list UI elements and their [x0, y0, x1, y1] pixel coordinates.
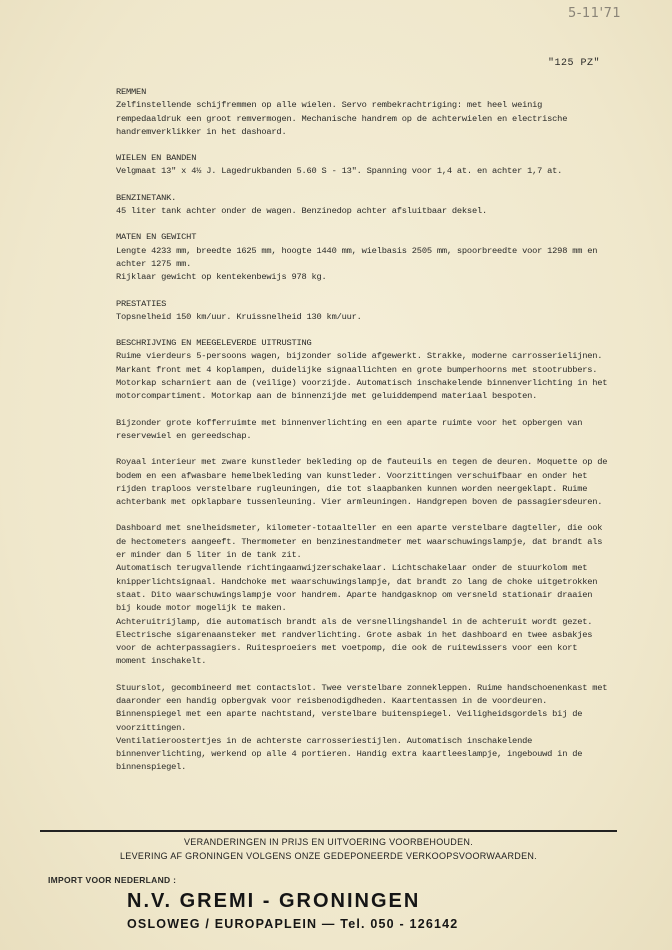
section-maten [116, 231, 611, 284]
section-text: Achteruitrijlamp, die automatisch brandt als de versnellingshandel in de achteruit wordt gezet. [116, 616, 593, 627]
section-heading: MATEN EN GEWICHT [116, 232, 197, 243]
section-text: Motorkap scharniert aan de (veilige) voorzijde. Automatisch inschakelende binnenverlichting in het motorcompartiment. Motorkap aan de binnenzijde met geluiddempend materiaal bespoten. [116, 378, 608, 402]
section-prestaties [116, 298, 611, 325]
section-text: Dashboard met snelheidsmeter, kilometer-totaalteller en een aparte verstelbare dagteller, die ook de hectometers aangeeft. Thermometer en benzinestandmeter met waarschuwingslampje, dat brandt als er minder dan 5 liter in de tank zit. [116, 523, 603, 561]
section-text: Stuurslot, gecombineerd met contactslot. Twee verstelbare zonnekleppen. Ruime handschoenenkast met daaronder een handig opbergvak voor reisbenodigdheden. Kaartentassen in de voordeuren. Binnenspiegel met een aparte nachtstand, verstelbare buitenspiegel. Veiligheidsgordels bij de voorzittingen. [116, 682, 608, 733]
section-heading: PRESTATIES [116, 298, 167, 309]
section-wielen [116, 152, 611, 179]
section-heading: REMMEN [116, 87, 147, 97]
section-text: Rijklaar gewicht op kentekenbewijs 978 kg. [116, 272, 327, 283]
section-text: Electrische sigarenaansteker met randverlichting. Grote asbak in het dashboard en twee asbakjes voor de achterpassagiers. Ruitesproeiers met voetpomp, die ook de ruitewissers voor een kort moment inschakelt. [116, 629, 593, 667]
handwritten-date: 5-11'71 [568, 6, 622, 21]
section-text: Ruime vierdeurs 5-persoons wagen, bijzonder solide afgewerkt. Strakke, moderne carrosserielijnen. Markant front met 4 koplampen, duidelijke signaallichten en grote bumperhoorns met stootrubbers. [116, 351, 603, 375]
section-text: Ventilatieroostertjes in de achterste carrosseriestijlen. Automatisch inschakelende binnenverlichting, werkend op alle 4 portieren. Handig extra kaartleeslampje, ingebouwd in de binnenspiegel. [116, 735, 583, 773]
company-address: OSLOWEG / EUROPAPLEIN — Tel. 050 - 126142 [127, 917, 459, 931]
section-text: Royaal interieur met zware kunstleder bekleding op de fauteuils en tegen de deuren. Moquette op de bodem en een afwasbare hemelbekleding van kunstleder. Voorzittingen verschuifbaar en onder het rijden traploos verstelbare rugleuningen, die tot slaapbanken kunnen worden neergeklapt. Ruime achterbank met opklapbare tussenleuning. Vier armleuningen. Handgrepen boven de passagiersdeuren. [116, 457, 608, 508]
spec-content [116, 86, 611, 788]
section-text: 45 liter tank achter onder de wagen. Benzinedop achter afsluitbaar deksel. [116, 206, 487, 217]
section-heading: WIELEN EN BANDEN [116, 153, 197, 164]
model-label: "125 PZ" [548, 58, 601, 69]
notice-line: VERANDERINGEN IN PRIJS EN UITVOERING VOORBEHOUDEN. [183, 837, 474, 847]
section-heading: BESCHRIJVING EN MEEGELEVERDE UITRUSTING [116, 338, 312, 349]
section-text: Automatisch terugvallende richtingaanwijzerschakelaar. Lichtschakelaar onder de stuurkolom met knipperlichtsignaal. Handchoke met waarschuwingslampje, dat brandt zo lang de choke uitgetrokken staat. Dito waarschuwingslampje voor handrem. Aparte handgasknop om versneld stationair draaien bij koude motor mogelijk te maken. [116, 563, 598, 614]
footer-divider [40, 830, 617, 832]
section-benzinetank [116, 192, 611, 219]
section-text: Lengte 4233 mm, breedte 1625 mm, hoogte 1440 mm, wielbasis 2505 mm, spoorbreedte voor 1298 mm en achter 1275 mm. [116, 245, 598, 269]
import-label: IMPORT VOOR NEDERLAND : [48, 875, 177, 885]
company-name: N.V. GREMI - GRONINGEN [127, 890, 421, 912]
notice-line: LEVERING AF GRONINGEN VOLGENS ONZE GEDEPONEERDE VERKOOPSVOORWAARDEN. [120, 850, 537, 861]
section-text: Bijzonder grote kofferruimte met binnenverlichting en een aparte ruimte voor het opbergen van reservewiel en gereedschap. [116, 417, 583, 441]
section-heading: BENZINETANK. [116, 192, 177, 203]
footer-notice [40, 836, 617, 863]
section-text: Zelfinstellende schijfremmen op alle wielen. Servo rembekrachtriging: met heel weinig rempedaaldruk een groot remvermogen. Mechanische handrem op de achterwielen en electrische handremverklikker in het dashoard. [116, 100, 568, 137]
section-uitrusting [116, 337, 611, 775]
section-text: Velgmaat 13" x 4½ J. Lagedrukbanden 5.60 S - 13". Spanning voor 1,4 at. en achter 1,7 at. [116, 166, 563, 177]
section-remmen [116, 86, 611, 139]
section-text: Topsnelheid 150 km/uur. Kruissnelheid 130 km/uur. [116, 311, 362, 322]
